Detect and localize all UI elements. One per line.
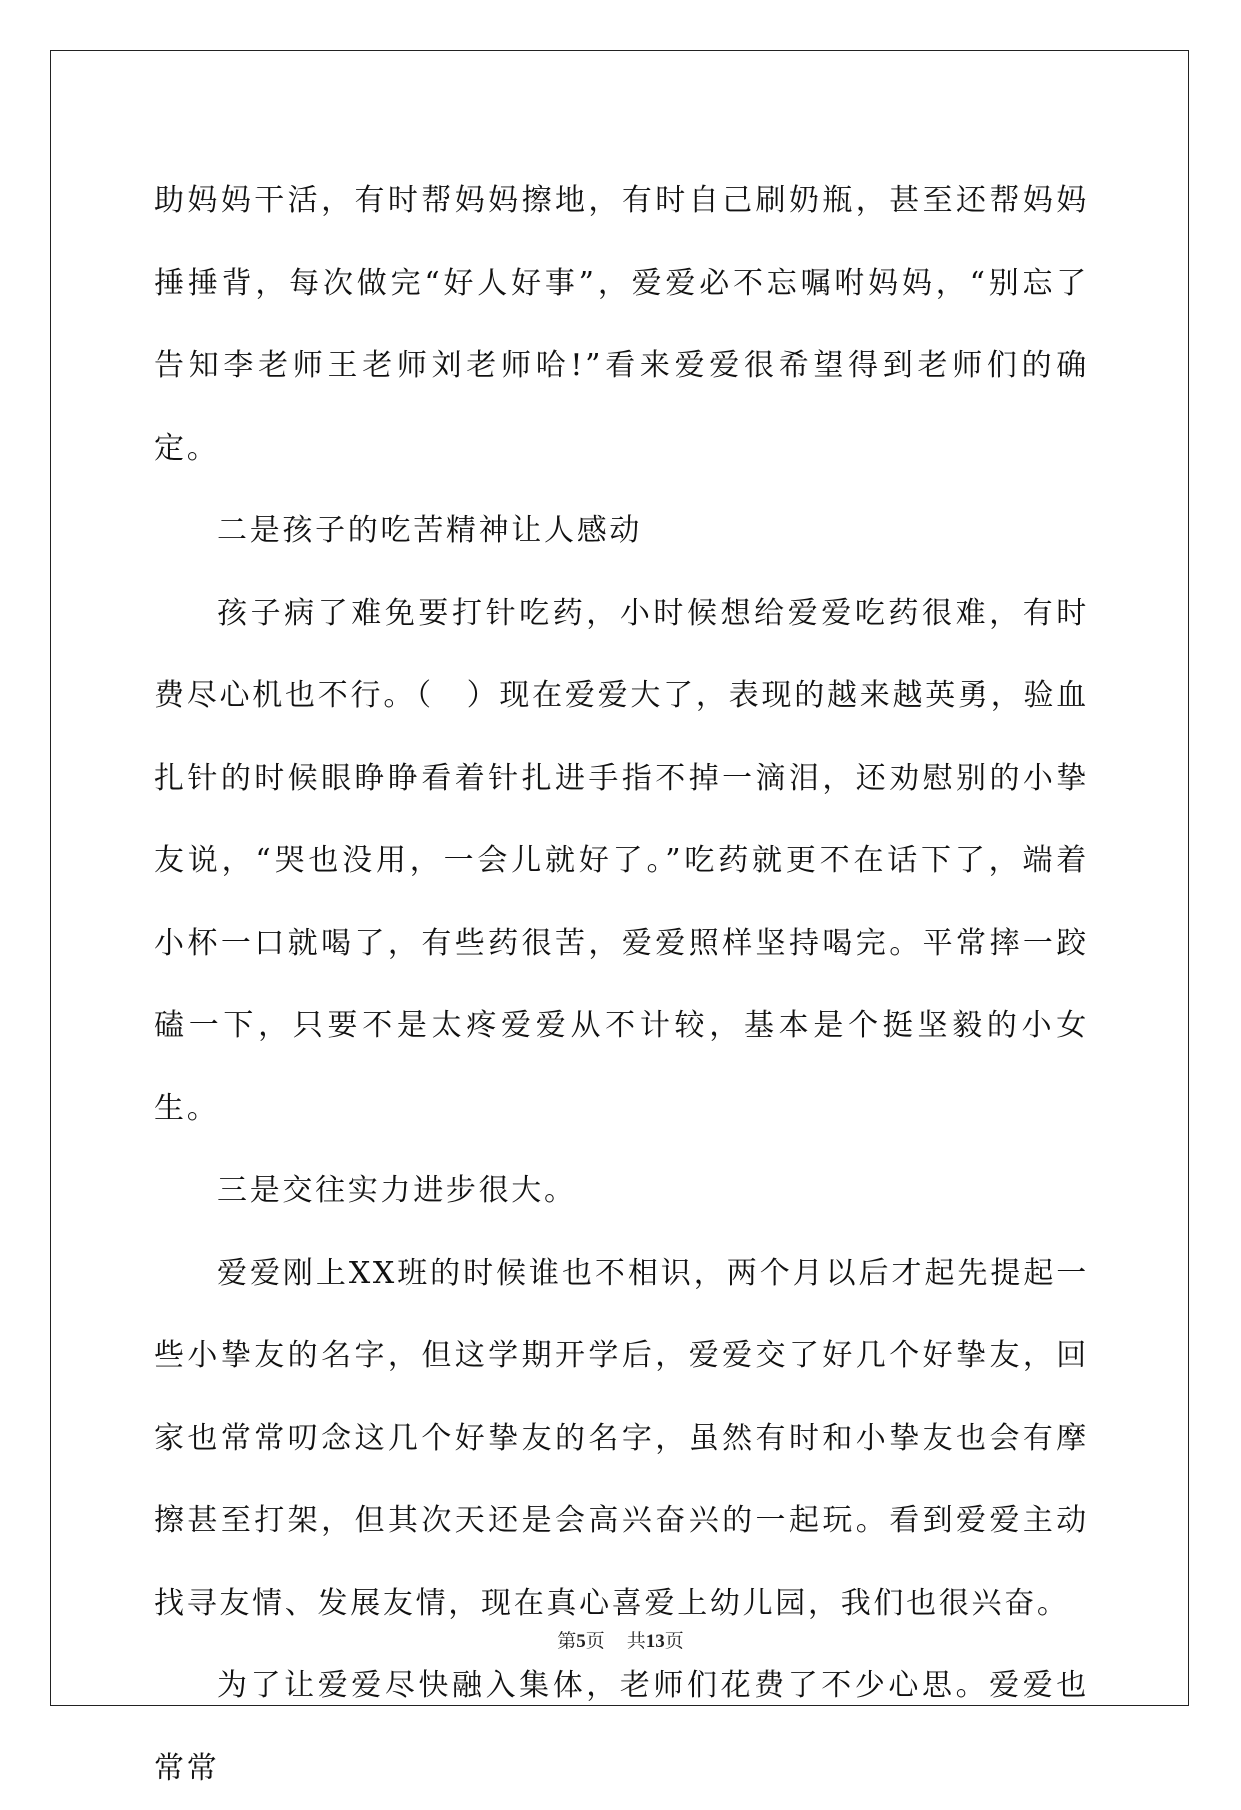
page-footer <box>0 1626 1241 1653</box>
paragraph-2-heading: 二是孩子的吃苦精神让人感动 <box>217 513 643 548</box>
paragraph-5: 爱爱刚上XX班的时候谁也不相识，两个月以后才起先提起一些小挚友的名字，但这学期开学后，爱爱交了好几个好挚友，回家也常常叨念这几个好挚友的名字，虽然有时和小挚友也会有摩擦甚至打架，但其次天还是会高兴奋兴的一起玩。看到爱爱主动找寻友情、发展友情，现在真心喜爱上幼儿园，我们也很兴奋。 <box>154 1255 1089 1621</box>
document-body <box>154 160 1089 1810</box>
paragraph-6: 为了让爱爱尽快融入集体，老师们花费了不少心思。爱爱也常常 <box>154 1668 1089 1786</box>
paragraph-1: 助妈妈干活，有时帮妈妈擦地，有时自己刷奶瓶，甚至还帮妈妈捶捶背，每次做完“好人好事”，爱爱必不忘嘱咐妈妈，“别忘了告知李老师王老师刘老师哈!”看来爱爱很希望得到老师们的确定。 <box>154 183 1089 466</box>
total-prefix: 共 <box>626 1630 646 1652</box>
page-prefix: 第 <box>557 1630 577 1652</box>
page-suffix: 页 <box>585 1630 605 1652</box>
page-number: 5 <box>576 1631 586 1652</box>
total-suffix: 页 <box>664 1630 684 1652</box>
total-pages: 13 <box>645 1631 665 1652</box>
paragraph-4-heading: 三是交往实力进步很大。 <box>217 1173 577 1208</box>
paragraph-3: 孩子病了难免要打针吃药，小时候想给爱爱吃药很难，有时费尽心机也不行。（ ）现在爱爱大了，表现的越来越英勇，验血扎针的时候眼睁睁看着针扎进手指不掉一滴泪，还劝慰别的小挚友说，“哭也没用，一会儿就好了。”吃药就更不在话下了，端着小杯一口就喝了，有些药很苦，爱爱照样坚持喝完。平常摔一跤磕一下，只要不是太疼爱爱从不计较，基本是个挺坚毅的小女生。 <box>154 595 1089 1126</box>
